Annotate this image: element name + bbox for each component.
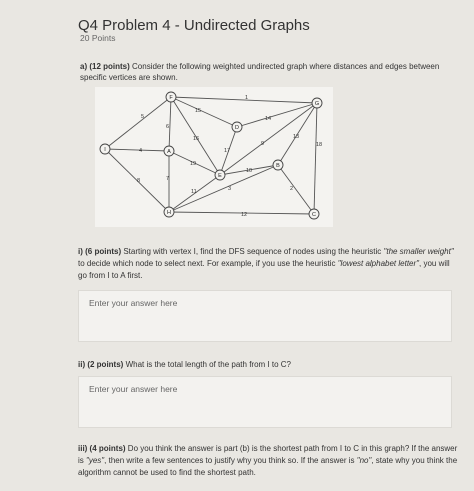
part-a-text: Consider the following weighted undirected graph where distances and edges between specific vertices are shown.: [80, 62, 440, 82]
part-i-text: to decide which node to select next. For example, if you use the heuristic: [78, 259, 336, 268]
edge-weight: 9: [261, 141, 265, 147]
node-label: I: [104, 147, 106, 153]
part-iii-text: , then write a few sentences to justify why you think so. If the answer is: [104, 456, 355, 465]
part-i-quote: "the smaller weight": [383, 247, 454, 256]
part-i-text: Starting with vertex I, find the DFS sequence of nodes using the heuristic: [123, 247, 382, 256]
node-label: B: [276, 163, 280, 169]
edge-weight: 3: [228, 186, 232, 192]
edge-b-c: [278, 165, 314, 214]
edge-weight: 14: [265, 116, 272, 122]
part-iii-text: Do you think the answer is part (b) is the shortest path from I to C in this graph? If the answer is: [78, 444, 458, 465]
edge-f-a: [169, 97, 171, 151]
edge-weight: 1: [245, 95, 249, 101]
edge-weight: 19: [190, 161, 197, 167]
edge-weight: 10: [246, 168, 253, 174]
answer-box-i[interactable]: [78, 290, 452, 342]
edge-i-a: [105, 149, 169, 151]
edge-g-d: [237, 101, 320, 127]
edge-weight: 17: [224, 148, 231, 154]
edge-weight: 4: [139, 148, 143, 154]
edge-weight: 7: [166, 176, 170, 182]
part-i-label: i) (6 points): [78, 247, 122, 256]
edge-weight: 8: [137, 178, 141, 184]
edge-weight: 11: [191, 189, 197, 195]
part-i-prompt: [78, 246, 458, 282]
edge-weight: 18: [316, 142, 323, 148]
node-label: H: [167, 210, 171, 216]
edge-weight: 16: [193, 136, 200, 142]
part-ii-label: ii) (2 points): [78, 360, 124, 369]
node-label: C: [312, 212, 316, 218]
part-i-quote: "lowest alphabet letter": [337, 259, 419, 268]
node-label: D: [235, 125, 239, 131]
part-ii-prompt: [78, 359, 458, 371]
question-title: Q4 Problem 4 - Undirected Graphs: [78, 17, 310, 34]
points-label: 20 Points: [80, 33, 116, 43]
part-iii-text: , state why you think the algorithm cannot be used to find the shortest path.: [78, 456, 458, 477]
edge-weight: 13: [293, 134, 300, 140]
part-iii-prompt: [78, 443, 458, 479]
graph-figure: [95, 87, 333, 227]
edge-weight: 5: [141, 114, 145, 120]
edge-f-g: [171, 97, 317, 103]
node-label: G: [314, 101, 320, 107]
edge-f-i: [105, 97, 171, 149]
node-label: A: [167, 149, 171, 155]
part-iii-quote: "yes": [86, 456, 105, 465]
edge-weight: 12: [241, 212, 248, 218]
node-label: F: [169, 95, 173, 101]
part-a-label: a) (12 points): [80, 62, 130, 71]
edge-weight: 6: [166, 124, 170, 130]
part-a-prompt: [80, 61, 455, 83]
part-ii-text: What is the total length of the path from I to C?: [125, 360, 291, 369]
answer-input-i[interactable]: [87, 297, 431, 309]
node-label: E: [218, 173, 222, 179]
edge-weight: 2: [290, 186, 294, 192]
part-iii-label: iii) (4 points): [78, 444, 126, 453]
graph-svg: [95, 87, 333, 227]
part-iii-quote: "no": [356, 456, 372, 465]
part-i-text: , you will go from I to A first.: [78, 259, 450, 280]
answer-input-ii[interactable]: [87, 383, 431, 395]
edge-weight: 15: [195, 108, 202, 114]
answer-box-ii[interactable]: [78, 376, 452, 428]
